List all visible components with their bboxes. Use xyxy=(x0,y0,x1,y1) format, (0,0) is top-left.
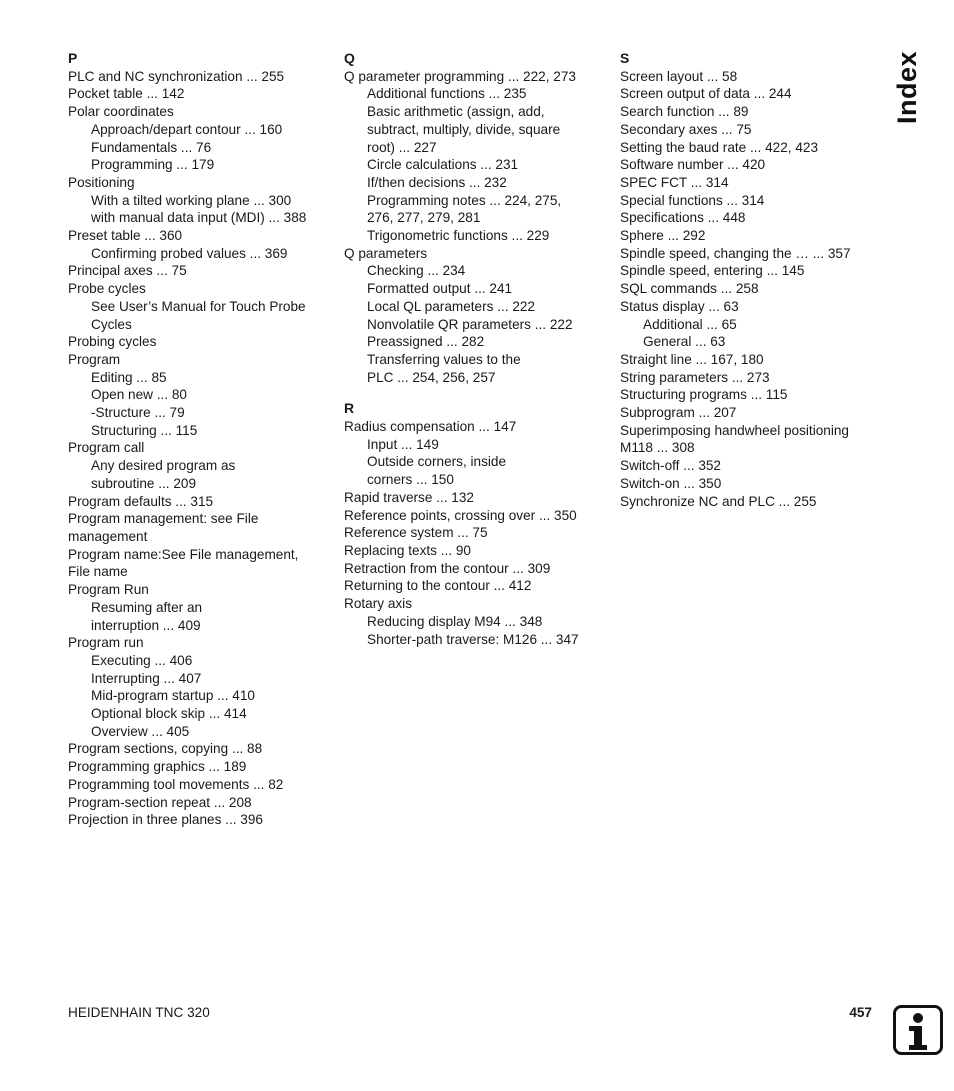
index-entry-line: root) ... 227 xyxy=(367,139,437,155)
index-entry-line: Interrupting ... 407 xyxy=(91,670,202,686)
index-entry-line: File name xyxy=(68,564,128,580)
index-subentry xyxy=(344,333,606,351)
index-entry-line: Principal axes ... 75 xyxy=(68,263,187,279)
index-entry-line: Transferring values to the xyxy=(367,351,521,367)
index-subentry xyxy=(68,670,330,688)
index-entry-line: M118 ... 308 xyxy=(620,440,695,456)
index-entry-line: PLC ... 254, 256, 257 xyxy=(367,369,496,385)
index-entry xyxy=(68,794,330,812)
index-entry-line: Program defaults ... 315 xyxy=(68,493,214,509)
index-subentry xyxy=(68,404,330,422)
index-entry-line: Sphere ... 292 xyxy=(620,228,706,244)
index-entry-line: Reference system ... 75 xyxy=(344,525,488,541)
index-entry xyxy=(344,489,606,507)
info-icon-graphic xyxy=(893,1005,943,1055)
index-entry-line: Additional ... 65 xyxy=(643,316,737,332)
index-entry-line: Screen output of data ... 244 xyxy=(620,86,792,102)
index-entry-line: subtract, multiply, divide, square xyxy=(367,121,561,137)
index-entry-line: Circle calculations ... 231 xyxy=(367,157,519,173)
index-entry-line: Superimposing handwheel positioning xyxy=(620,422,849,438)
index-entry-line: corners ... 150 xyxy=(367,472,454,488)
index-subentry xyxy=(68,457,330,492)
index-entry xyxy=(68,758,330,776)
index-entry-line: Q parameters xyxy=(344,245,428,261)
index-entry-line: Polar coordinates xyxy=(68,104,174,120)
index-entry-line: Program management: see File xyxy=(68,511,259,527)
index-subentry xyxy=(344,316,606,334)
index-entry-line: subroutine ... 209 xyxy=(91,475,197,491)
index-subentry xyxy=(68,599,330,634)
index-entry-line: Structuring programs ... 115 xyxy=(620,387,788,403)
index-entry-line: Special functions ... 314 xyxy=(620,192,765,208)
index-entry xyxy=(344,507,606,525)
index-entry-line: Preset table ... 360 xyxy=(68,228,183,244)
index-entry xyxy=(68,280,330,298)
index-entry xyxy=(620,475,882,493)
index-entry-line: Spindle speed, changing the … ... 357 xyxy=(620,245,851,261)
index-entry-line: -Structure ... 79 xyxy=(91,405,185,421)
index-entry xyxy=(68,68,330,86)
index-entry-line: SPEC FCT ... 314 xyxy=(620,174,729,190)
index-entry xyxy=(620,139,882,157)
index-entry xyxy=(620,369,882,387)
index-entry-line: Structuring ... 115 xyxy=(91,422,198,438)
index-entry xyxy=(68,333,330,351)
index-entry-line: Subprogram ... 207 xyxy=(620,405,737,421)
index-entry xyxy=(620,227,882,245)
index-entry-line: Returning to the contour ... 412 xyxy=(344,578,532,594)
index-entry-line: Radius compensation ... 147 xyxy=(344,419,517,435)
index-entry-line: Specifications ... 448 xyxy=(620,210,746,226)
index-column-2 xyxy=(344,50,606,648)
index-entry xyxy=(68,776,330,794)
index-entry-line: Additional functions ... 235 xyxy=(367,86,527,102)
index-subentry xyxy=(68,121,330,139)
index-entry-line: Shorter-path traverse: M126 ... 347 xyxy=(367,631,579,647)
index-subentry xyxy=(344,103,606,156)
index-entry-line: Overview ... 405 xyxy=(91,723,190,739)
index-entry-line: Nonvolatile QR parameters ... 222 xyxy=(367,316,573,332)
index-subentry xyxy=(344,613,606,631)
index-entry-line: With a tilted working plane ... 300 xyxy=(91,192,292,208)
page-number: 457 xyxy=(849,1005,872,1020)
index-entry-line: Switch-on ... 350 xyxy=(620,475,722,491)
index-subentry xyxy=(68,723,330,741)
index-subentry xyxy=(68,422,330,440)
index-subentry xyxy=(68,705,330,723)
index-entry xyxy=(68,439,330,457)
index-entry xyxy=(68,634,330,652)
index-subentry xyxy=(68,139,330,157)
index-entry-line: Open new ... 80 xyxy=(91,387,187,403)
index-entry-line: Outside corners, inside xyxy=(367,454,507,470)
section-letter: R xyxy=(344,400,355,417)
index-entry-line: Positioning xyxy=(68,174,135,190)
index-entry-line: Rapid traverse ... 132 xyxy=(344,489,474,505)
index-subentry xyxy=(344,436,606,454)
index-entry-line: Setting the baud rate ... 422, 423 xyxy=(620,139,819,155)
index-entry-line: Probe cycles xyxy=(68,281,146,297)
index-entry-line: 276, 277, 279, 281 xyxy=(367,210,481,226)
index-entry xyxy=(344,595,606,613)
index-subentry xyxy=(68,298,330,333)
index-subentry xyxy=(68,245,330,263)
index-entry-line: Editing ... 85 xyxy=(91,369,167,385)
section-letter: S xyxy=(620,50,630,66)
index-entry-line: Program name:See File management, xyxy=(68,546,299,562)
index-entry-line: Program Run xyxy=(68,582,149,598)
index-entry xyxy=(620,85,882,103)
index-entry-line: Probing cycles xyxy=(68,334,157,350)
index-subentry xyxy=(68,192,330,210)
index-entry-line: Reducing display M94 ... 348 xyxy=(367,613,543,629)
index-subentry xyxy=(344,192,606,227)
index-entry xyxy=(620,457,882,475)
index-subentry xyxy=(620,333,882,351)
index-entry-line: Software number ... 420 xyxy=(620,157,766,173)
index-entry-line: Programming ... 179 xyxy=(91,157,215,173)
index-column-1 xyxy=(68,50,330,829)
index-entry-line: Screen layout ... 58 xyxy=(620,68,738,84)
index-subentry xyxy=(344,631,606,649)
index-entry xyxy=(620,209,882,227)
index-subentry xyxy=(344,227,606,245)
index-entry-line: Formatted output ... 241 xyxy=(367,281,513,297)
index-subentry xyxy=(344,453,606,488)
index-entry-line: management xyxy=(68,528,148,544)
index-entry-line: PLC and NC synchronization ... 255 xyxy=(68,68,285,84)
index-entry-line: Local QL parameters ... 222 xyxy=(367,298,535,314)
index-entry-line: Preassigned ... 282 xyxy=(367,334,485,350)
index-entry xyxy=(620,68,882,86)
index-entry-line: String parameters ... 273 xyxy=(620,369,770,385)
index-entry-line: Cycles xyxy=(91,316,132,332)
index-entry-line: Pocket table ... 142 xyxy=(68,86,185,102)
index-entry-line: General ... 63 xyxy=(643,334,726,350)
index-entry-line: Program sections, copying ... 88 xyxy=(68,741,263,757)
index-entry xyxy=(620,262,882,280)
index-entry-line: Q parameter programming ... 222, 273 xyxy=(344,68,576,84)
index-entry-line: Programming notes ... 224, 275, xyxy=(367,192,562,208)
index-entry-line: Replacing texts ... 90 xyxy=(344,542,471,558)
index-entry-line: Trigonometric functions ... 229 xyxy=(367,228,550,244)
index-entry xyxy=(620,386,882,404)
index-entry-line: Input ... 149 xyxy=(367,436,439,452)
index-entry xyxy=(68,85,330,103)
index-entry xyxy=(620,156,882,174)
index-subentry xyxy=(68,156,330,174)
index-entry-line: Program call xyxy=(68,440,145,456)
index-entry-line: Synchronize NC and PLC ... 255 xyxy=(620,493,817,509)
index-entry-line: Program-section repeat ... 208 xyxy=(68,794,252,810)
index-entry-line: Retraction from the contour ... 309 xyxy=(344,560,551,576)
index-subentry xyxy=(68,687,330,705)
index-entry xyxy=(620,121,882,139)
index-entry xyxy=(68,262,330,280)
index-entry-line: Mid-program startup ... 410 xyxy=(91,688,255,704)
index-entry xyxy=(68,103,330,121)
index-entry-line: Basic arithmetic (assign, add, xyxy=(367,104,545,120)
index-entry xyxy=(620,280,882,298)
index-subentry xyxy=(344,280,606,298)
index-entry xyxy=(344,68,606,86)
index-entry xyxy=(620,174,882,192)
index-subentry xyxy=(344,174,606,192)
index-entry-line: Straight line ... 167, 180 xyxy=(620,351,764,367)
index-subentry xyxy=(344,351,606,386)
index-subentry xyxy=(68,369,330,387)
index-entry xyxy=(620,422,882,457)
index-column-3 xyxy=(620,50,882,510)
index-entry xyxy=(68,581,330,599)
index-entry-line: Rotary axis xyxy=(344,596,412,612)
index-entry-line: Any desired program as xyxy=(91,458,236,474)
index-entry-line: Secondary axes ... 75 xyxy=(620,121,752,137)
index-entry-line: Reference points, crossing over ... 350 xyxy=(344,507,577,523)
index-entry xyxy=(68,227,330,245)
index-subentry xyxy=(344,156,606,174)
index-entry xyxy=(344,542,606,560)
index-entry-line: See User’s Manual for Touch Probe xyxy=(91,298,306,314)
index-entry xyxy=(620,404,882,422)
index-entry xyxy=(620,298,882,316)
side-title-tab xyxy=(888,52,928,122)
index-entry-line: Optional block skip ... 414 xyxy=(91,706,247,722)
index-entry-line: If/then decisions ... 232 xyxy=(367,174,507,190)
index-entry xyxy=(620,351,882,369)
index-entry-line: Fundamentals ... 76 xyxy=(91,139,212,155)
info-icon xyxy=(893,1005,943,1055)
index-entry-line: with manual data input (MDI) ... 388 xyxy=(91,210,307,226)
section-letter: P xyxy=(68,50,78,66)
index-entry xyxy=(620,493,882,511)
index-entry-line: Approach/depart contour ... 160 xyxy=(91,121,283,137)
index-entry-line: Executing ... 406 xyxy=(91,652,193,668)
index-entry xyxy=(620,245,882,263)
index-entry xyxy=(620,192,882,210)
index-subentry xyxy=(344,85,606,103)
index-entry xyxy=(68,174,330,192)
index-entry-line: Programming graphics ... 189 xyxy=(68,759,247,775)
index-entry xyxy=(620,103,882,121)
index-entry-line: Projection in three planes ... 396 xyxy=(68,812,263,828)
section-letter: Q xyxy=(344,50,355,66)
index-entry xyxy=(68,740,330,758)
index-entry-line: Program xyxy=(68,351,121,367)
index-entry xyxy=(344,245,606,263)
index-entry xyxy=(68,811,330,829)
index-entry xyxy=(68,493,330,511)
index-subentry xyxy=(68,386,330,404)
index-subentry xyxy=(620,316,882,334)
index-entry xyxy=(344,560,606,578)
index-entry-line: Switch-off ... 352 xyxy=(620,458,721,474)
index-entry xyxy=(68,510,330,545)
index-entry xyxy=(344,524,606,542)
index-entry-line: Checking ... 234 xyxy=(367,263,466,279)
index-subentry xyxy=(68,652,330,670)
footer-product: HEIDENHAIN TNC 320 xyxy=(68,1005,210,1020)
index-entry-line: Program run xyxy=(68,635,144,651)
index-entry-line: SQL commands ... 258 xyxy=(620,281,759,297)
index-entry-line: Resuming after an xyxy=(91,599,203,615)
index-subentry xyxy=(344,298,606,316)
index-subentry xyxy=(344,262,606,280)
side-title: Index xyxy=(892,50,923,124)
index-entry xyxy=(344,577,606,595)
index-entry-line: Status display ... 63 xyxy=(620,298,739,314)
index-entry-line: interruption ... 409 xyxy=(91,617,201,633)
index-entry-line: Search function ... 89 xyxy=(620,104,749,120)
index-entry-line: Spindle speed, entering ... 145 xyxy=(620,263,805,279)
index-entry xyxy=(68,546,330,581)
index-entry-line: Confirming probed values ... 369 xyxy=(91,245,288,261)
index-subentry xyxy=(68,209,330,227)
index-entry-line: Programming tool movements ... 82 xyxy=(68,776,284,792)
index-entry xyxy=(344,418,606,436)
index-entry xyxy=(68,351,330,369)
